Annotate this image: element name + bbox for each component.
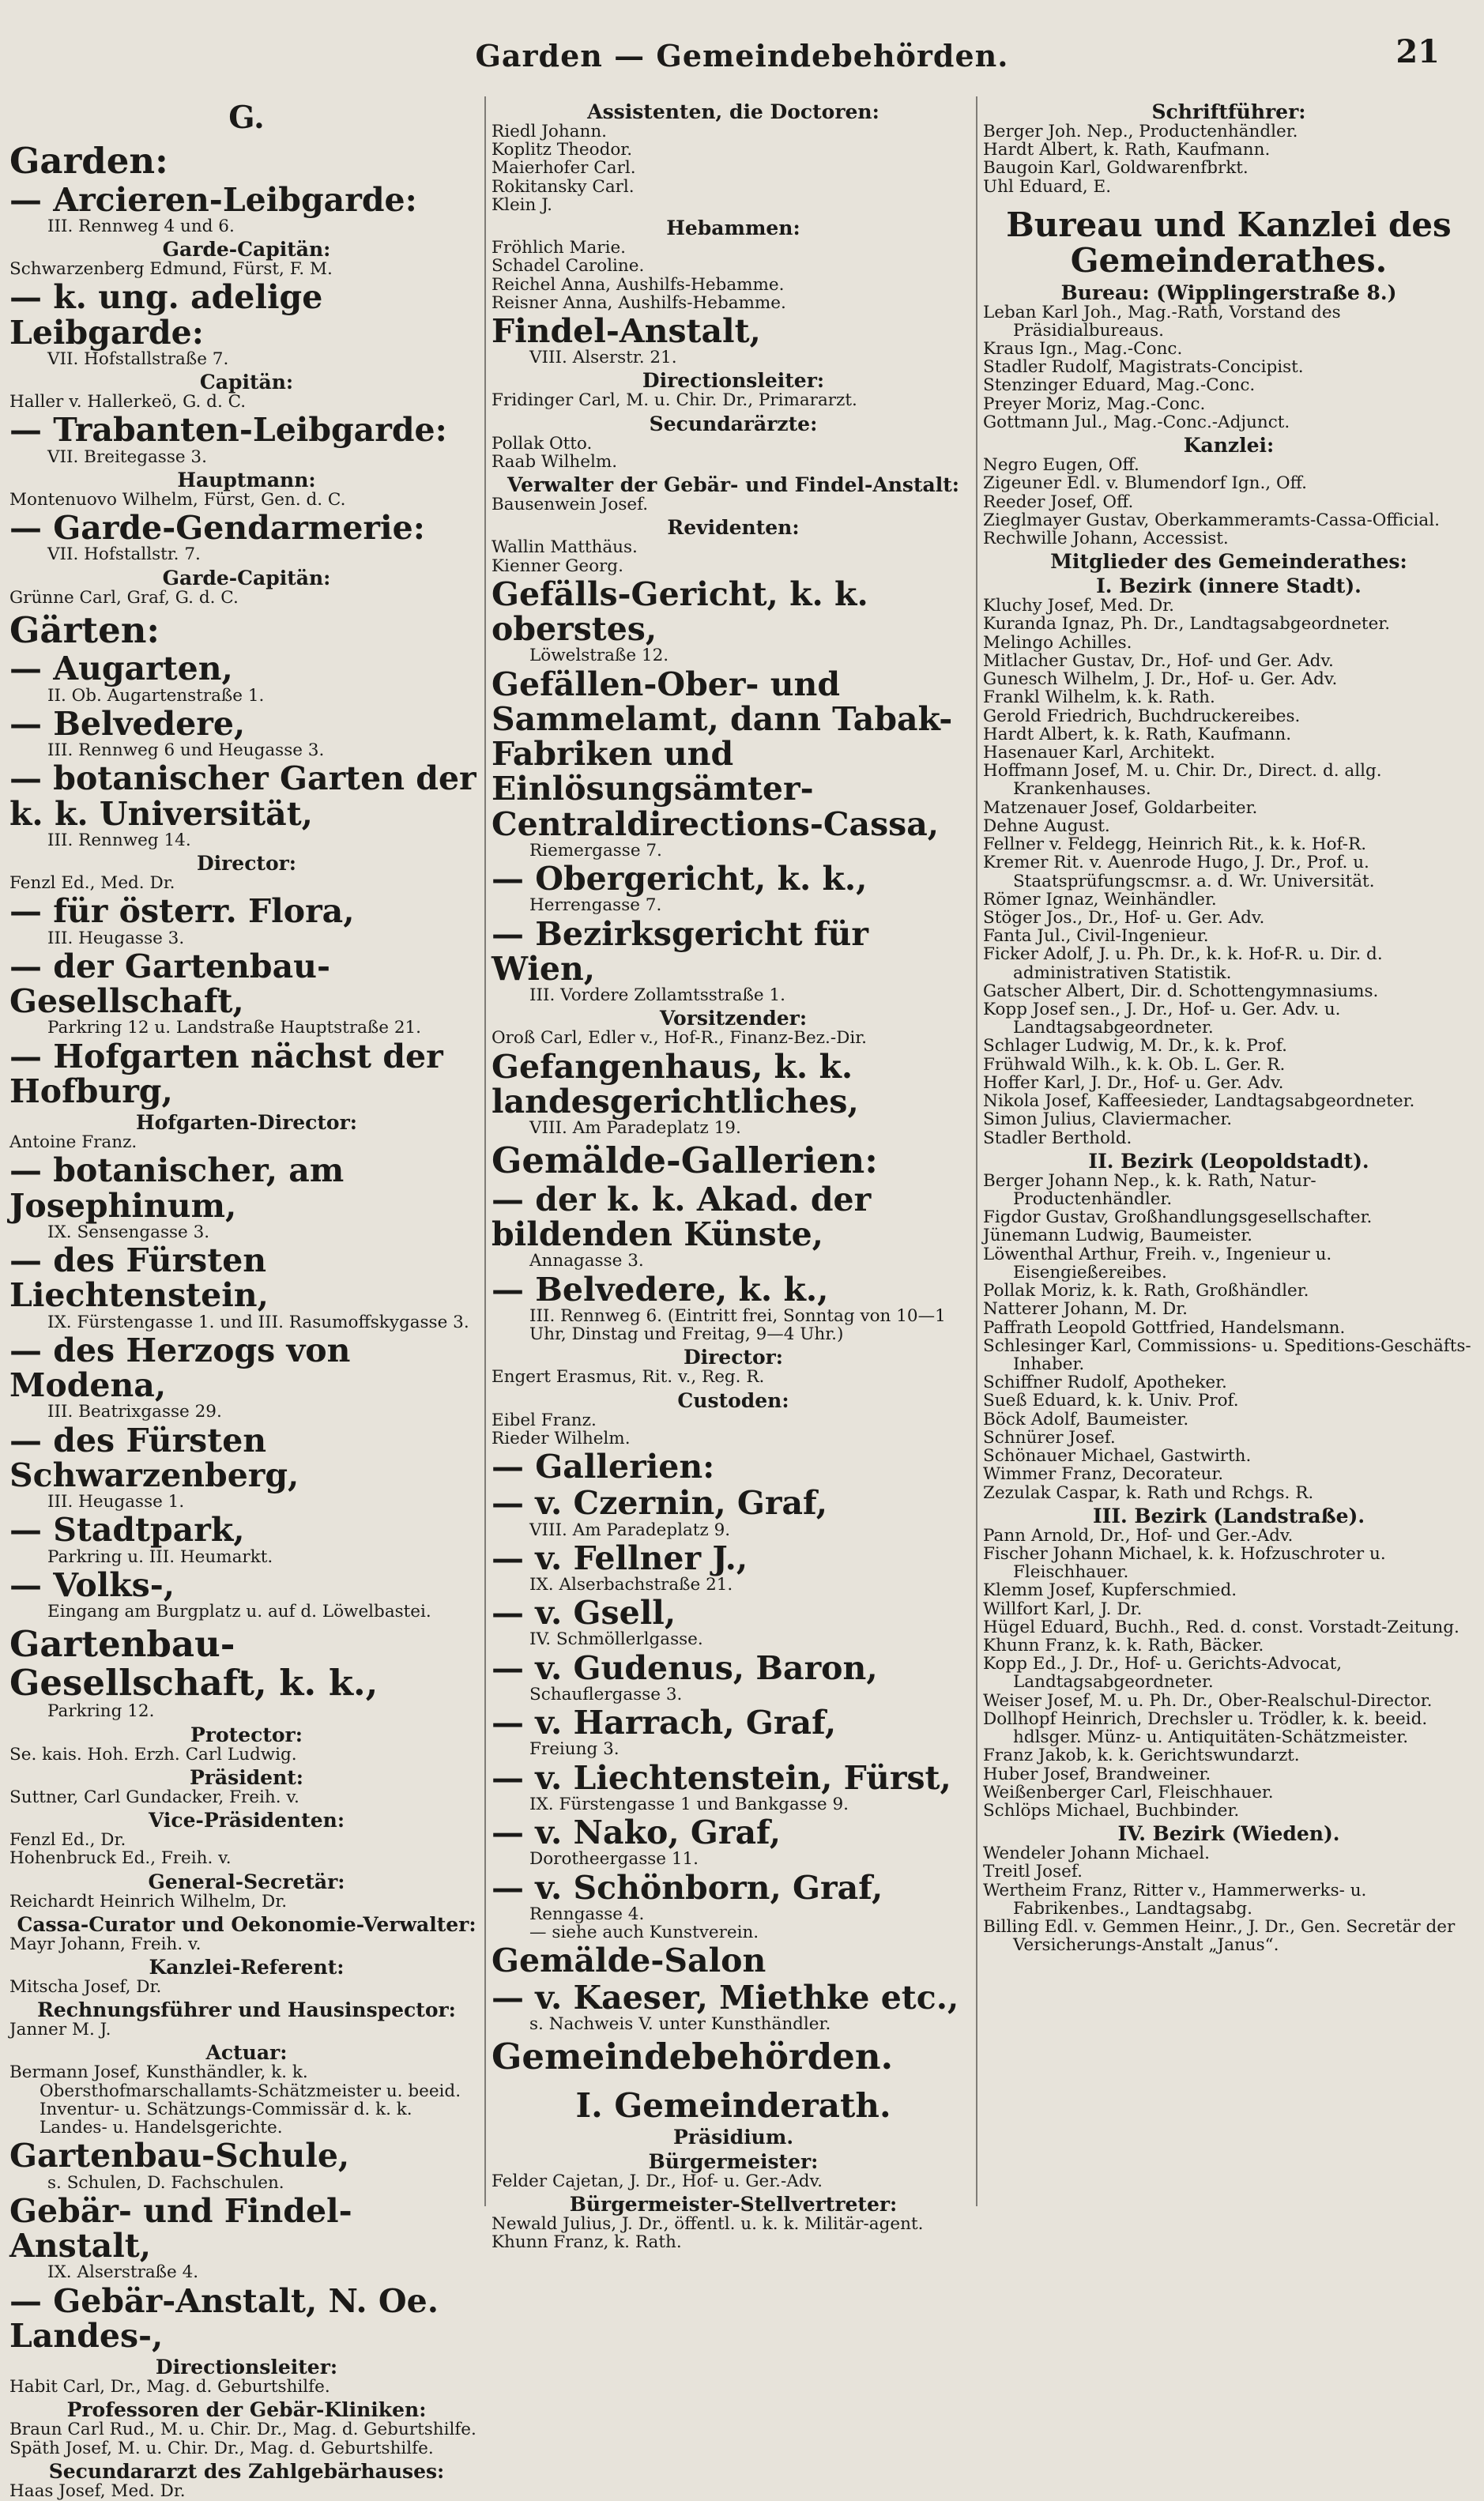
- address-line: Freiung 3.: [529, 1739, 620, 1760]
- person-entry: Schiffner Rudolf, Apotheker.: [983, 1373, 1227, 1393]
- person-entry: Mitlacher Gustav, Dr., Hof- und Ger. Adv.: [983, 650, 1334, 671]
- address-line: IX. Fürstengasse 1 und Bankgasse 9.: [529, 1794, 849, 1814]
- section-heading: Bureau und Kanzlei des Gemeinderathes.: [1006, 205, 1452, 281]
- role-label: Verwalter der Gebär- und Findel-Anstalt:: [507, 473, 960, 497]
- address-line: s. Schulen, D. Fachschulen.: [47, 2172, 284, 2193]
- person-entry: Newald Julius, J. Dr., öffentl. u. k. k. Militär-agent.: [492, 2214, 924, 2235]
- entry-heading: — v. Gsell,: [492, 1594, 676, 1633]
- person-entry: Leban Karl Joh., Mag.-Rath, Vorstand des Präsidialbureaus.: [983, 302, 1341, 341]
- entry-heading: — Augarten,: [9, 650, 233, 688]
- person-entry: Bausenwein Josef.: [492, 495, 649, 515]
- role-label: IV. Bezirk (Wieden).: [1117, 1822, 1340, 1846]
- person-entry: Reeder Josef, Off.: [983, 492, 1134, 512]
- person-entry: Jünemann Ludwig, Baumeister.: [983, 1226, 1252, 1246]
- person-entry: Pollak Moriz, k. k. Rath, Großhändler.: [983, 1281, 1309, 1301]
- entry-heading: — des Fürsten Schwarzenberg,: [9, 1421, 299, 1494]
- person-entry: Hardt Albert, k. k. Rath, Kaufmann.: [983, 724, 1292, 744]
- section-heading: Gemeindebehörden.: [492, 2036, 894, 2078]
- entry-heading: — Gallerien:: [492, 1447, 715, 1486]
- role-label: Präsident:: [189, 1765, 304, 1789]
- page-number: 21: [1395, 33, 1440, 70]
- entry-heading: — der k. k. Akad. der bildenden Künste,: [492, 1180, 872, 1254]
- entry-heading: — Belvedere, k. k.,: [492, 1270, 829, 1309]
- person-entry: Späth Josef, M. u. Chir. Dr., Mag. d. Geburtshilfe.: [9, 2438, 434, 2458]
- address-line: Parkring u. III. Heumarkt.: [47, 1546, 273, 1567]
- address-line: III. Heugasse 3.: [47, 928, 185, 948]
- role-label: Vorsitzender:: [659, 1007, 808, 1030]
- column-left: [9, 98, 484, 2501]
- address-line: Riemergasse 7.: [529, 840, 662, 861]
- entry-heading: — Volks-,: [9, 1565, 175, 1604]
- person-entry: Dehne August.: [983, 815, 1110, 836]
- section-heading: Garden:: [9, 140, 168, 183]
- address-line: VIII. Am Paradeplatz 19.: [529, 1118, 741, 1139]
- entry-heading: — k. ung. adelige Leibgarde:: [9, 278, 323, 352]
- address-line: VII. Hofstallstr. 7.: [47, 544, 201, 565]
- role-label: Directionsleiter:: [642, 369, 825, 393]
- address-line: VII. Hofstallstraße 7.: [47, 348, 229, 369]
- entry-heading: Gefällen-Ober- und Sammelamt, dann Tabak-Fabriken und Einlösungsämter-Centraldirections-Cassa,: [492, 665, 953, 843]
- person-entry: Montenuovo Wilhelm, Fürst, Gen. d. C.: [9, 489, 346, 510]
- entry-heading: — Gebär-Anstalt, N. Oe. Landes-,: [9, 2281, 439, 2355]
- person-entry: Bermann Josef, Kunsthändler, k. k. Obersthofmarschallamts-Schätzmeister u. beeid. Inventur- u. Schätzungs-Commissär d. k. k. Landes- u. Handelsgerichte.: [9, 2062, 461, 2138]
- person-entry: Reichardt Heinrich Wilhelm, Dr.: [9, 1891, 288, 1912]
- role-label: Kanzlei-Referent:: [149, 1955, 345, 1979]
- role-label: Protector:: [190, 1723, 303, 1746]
- entry-heading: Gartenbau-Schule,: [9, 2137, 350, 2175]
- address-line: III. Vordere Zollamtsstraße 1.: [529, 985, 785, 1006]
- person-entry: Hoffmann Josef, M. u. Chir. Dr., Direct. d. allg. Krankenhauses.: [983, 761, 1382, 800]
- role-label: Mitglieder des Gemeinderathes:: [1050, 550, 1407, 574]
- letter-heading: G.: [228, 100, 265, 136]
- person-entry: Grünne Carl, Graf, G. d. C.: [9, 587, 239, 608]
- section-heading: Gemälde-Gallerien:: [492, 1139, 878, 1182]
- address-line: III. Rennweg 14.: [47, 830, 191, 850]
- address-line: IX. Fürstengasse 1. und III. Rasumoffskygasse 3.: [47, 1312, 469, 1332]
- person-entry: Huber Josef, Brandweiner.: [983, 1764, 1211, 1784]
- person-entry: Maierhofer Carl.: [492, 158, 636, 179]
- person-entry: Hardt Albert, k. Rath, Kaufmann.: [983, 140, 1271, 160]
- role-label: Bürgermeister:: [648, 2150, 819, 2174]
- person-entry: Matzenauer Josef, Goldarbeiter.: [983, 797, 1258, 818]
- person-entry: Raab Wilhelm.: [492, 451, 618, 472]
- person-entry: Janner M. J.: [9, 2020, 111, 2040]
- role-label: Cassa-Curator und Oekonomie-Verwalter:: [17, 1912, 476, 1936]
- entry-heading: — Trabanten-Leibgarde:: [9, 411, 447, 450]
- person-entry: Böck Adolf, Baumeister.: [983, 1409, 1189, 1429]
- role-label: I. Bezirk (innere Stadt).: [1096, 574, 1362, 598]
- person-entry: Reisner Anna, Aushilfs-Hebamme.: [492, 292, 786, 313]
- person-entry: Fellner v. Feldegg, Heinrich Rit., k. k. Hof-R.: [983, 834, 1367, 855]
- person-entry: Treitl Josef.: [983, 1862, 1083, 1882]
- role-label: Capitän:: [199, 371, 294, 394]
- person-entry: Uhl Eduard, E.: [983, 176, 1112, 197]
- person-entry: Gunesch Wilhelm, J. Dr., Hof- u. Ger. Adv.: [983, 669, 1338, 690]
- person-entry: Preyer Moriz, Mag.-Conc.: [983, 394, 1206, 414]
- address-line: VIII. Alserstr. 21.: [529, 348, 677, 368]
- entry-heading: — v. Kaeser, Miethke etc.,: [492, 1978, 959, 2017]
- entry-heading: — botanischer Garten der k. k. Universität,: [9, 759, 476, 833]
- person-entry: Schlesinger Karl, Commissions- u. Speditions-Geschäfts-Inhaber.: [983, 1335, 1471, 1374]
- entry-heading: — v. Harrach, Graf,: [492, 1704, 837, 1742]
- person-entry: Mayr Johann, Freih. v.: [9, 1934, 202, 1954]
- person-entry: Römer Ignaz, Weinhändler.: [983, 889, 1217, 910]
- person-entry: Berger Joh. Nep., Productenhändler.: [983, 122, 1298, 141]
- address-line: Parkring 12 u. Landstraße Hauptstraße 21.: [47, 1018, 422, 1038]
- entry-heading: — Belvedere,: [9, 704, 246, 743]
- person-entry: Franz Jakob, k. k. Gerichtswundarzt.: [983, 1746, 1300, 1766]
- person-entry: Gerold Friedrich, Buchdruckereibes.: [983, 706, 1301, 726]
- person-entry: Khunn Franz, k. Rath.: [492, 2232, 682, 2253]
- person-entry: Hasenauer Karl, Architekt.: [983, 742, 1215, 763]
- role-label: III. Bezirk (Landstraße).: [1092, 1504, 1365, 1527]
- role-label: Director:: [683, 1346, 784, 1369]
- role-label: Garde-Capitän:: [162, 238, 331, 262]
- address-line: VII. Breitegasse 3.: [47, 446, 207, 467]
- role-label: Schriftführer:: [1151, 100, 1306, 123]
- entry-heading: Gefälls-Gericht, k. k. oberstes,: [492, 574, 868, 649]
- person-entry: Fröhlich Marie.: [492, 238, 627, 258]
- person-entry: Billing Edl. v. Gemmen Heinr., J. Dr., Gen. Secretär der Versicherungs-Anstalt „Janus“.: [983, 1917, 1456, 1956]
- address-line: Schauflergasse 3.: [529, 1684, 683, 1704]
- address-line: Annagasse 3.: [529, 1251, 644, 1271]
- column-middle: [492, 98, 975, 2253]
- person-entry: Haas Josef, Med. Dr.: [9, 2480, 186, 2501]
- person-entry: Rokitansky Carl.: [492, 176, 635, 197]
- person-entry: Pann Arnold, Dr., Hof- und Ger.-Adv.: [983, 1525, 1294, 1546]
- entry-heading: — Hofgarten nächst der Hofburg,: [9, 1037, 443, 1110]
- person-entry: Zezulak Caspar, k. Rath und Rchgs. R.: [983, 1482, 1314, 1503]
- person-entry: Gottmann Jul., Mag.-Conc.-Adjunct.: [983, 412, 1290, 432]
- address-line: IX. Alserbachstraße 21.: [529, 1574, 733, 1595]
- person-entry: Kremer Rit. v. Auenrode Hugo, J. Dr., Prof. u. Staatsprüfungscmsr. a. d. Wr. Universität.: [983, 853, 1375, 891]
- address-line: Eingang am Burgplatz u. auf d. Löwelbastei.: [47, 1602, 431, 1622]
- entry-heading: — des Herzogs von Modena,: [9, 1331, 351, 1405]
- person-entry: Braun Carl Rud., M. u. Chir. Dr., Mag. d. Geburtshilfe.: [9, 2420, 476, 2440]
- person-entry: Löwenthal Arthur, Freih. v., Ingenieur u. Eisengießereibes.: [983, 1244, 1332, 1283]
- section-heading: I. Gemeinderath.: [575, 2085, 891, 2125]
- person-entry: Gatscher Albert, Dir. d. Schottengymnasiums.: [983, 981, 1379, 1001]
- person-entry: Baugoin Karl, Goldwarenfbrkt.: [983, 158, 1249, 179]
- person-entry: Felder Cajetan, J. Dr., Hof- u. Ger.-Adv.: [492, 2171, 823, 2192]
- person-entry: Weiser Josef, M. u. Ph. Dr., Ober-Realschul-Director.: [983, 1690, 1433, 1711]
- section-heading: Gartenbau-Gesellschaft, k. k.,: [9, 1623, 379, 1704]
- role-label: Revidenten:: [667, 516, 800, 540]
- entry-heading: — des Fürsten Liechtenstein,: [9, 1241, 269, 1315]
- person-entry: Dollhopf Heinrich, Drechsler u. Trödler, k. k. beeid. hdlsger. Münz- u. Antiquitäten-Schätzmeister.: [983, 1708, 1428, 1748]
- person-entry: Willfort Karl, J. Dr.: [983, 1599, 1143, 1619]
- person-entry: Kuranda Ignaz, Ph. Dr., Landtagsabgeordneter.: [983, 614, 1391, 635]
- person-entry: Berger Johann Nep., k. k. Rath, Natur-Productenhändler.: [983, 1170, 1316, 1209]
- column-rule: [976, 96, 977, 2206]
- person-entry: Sueß Eduard, k. k. Univ. Prof.: [983, 1391, 1239, 1411]
- entry-heading: Gebär- und Findel-Anstalt,: [9, 2191, 352, 2266]
- entry-heading: — Obergericht, k. k.,: [492, 860, 868, 898]
- person-entry: Kraus Ign., Mag.-Conc.: [983, 339, 1183, 360]
- person-entry: Wimmer Franz, Decorateur.: [983, 1464, 1224, 1485]
- role-label: Bureau: (Wipplingerstraße 8.): [1060, 281, 1397, 304]
- person-entry: Zieglmayer Gustav, Oberkammeramts-Cassa-Official.: [983, 510, 1440, 530]
- person-entry: Fischer Johann Michael, k. k. Hofzuschroter u. Fleischhauer.: [983, 1543, 1386, 1583]
- person-entry: Hohenbruck Ed., Freih. v.: [9, 1848, 232, 1869]
- entry-heading: Gemälde-Salon: [492, 1942, 766, 1980]
- person-entry: Kluchy Josef, Med. Dr.: [983, 596, 1174, 616]
- person-entry: Hügel Eduard, Buchh., Red. d. const. Vorstadt-Zeitung.: [983, 1617, 1460, 1637]
- address-line: IX. Sensengasse 3.: [47, 1222, 210, 1242]
- person-entry: Fenzl Ed., Med. Dr.: [9, 873, 175, 894]
- entry-heading: — v. Fellner J.,: [492, 1539, 748, 1577]
- role-label: II. Bezirk (Leopoldstadt).: [1088, 1149, 1369, 1173]
- entry-heading: — v. Schönborn, Graf,: [492, 1868, 883, 1907]
- person-entry: Schönauer Michael, Gastwirth.: [983, 1446, 1252, 1467]
- person-entry: Engert Erasmus, Rit. v., Reg. R.: [492, 1367, 765, 1388]
- page-header: [0, 30, 1484, 74]
- person-entry: Haller v. Hallerkeö, G. d. C.: [9, 392, 247, 412]
- person-entry: Koplitz Theodor.: [492, 140, 633, 160]
- running-title: Garden — Gemeindebehörden.: [475, 38, 1009, 73]
- role-label: Vice-Präsidenten:: [148, 1809, 345, 1832]
- person-entry: Khunn Franz, k. k. Rath, Bäcker.: [983, 1636, 1264, 1656]
- entry-heading: Findel-Anstalt,: [492, 311, 761, 350]
- entry-heading: — v. Czernin, Graf,: [492, 1484, 828, 1523]
- role-label: Assistenten, die Doctoren:: [587, 100, 879, 123]
- person-entry: Wendeler Johann Michael.: [983, 1844, 1210, 1864]
- role-label: Actuar:: [205, 2041, 288, 2065]
- entry-heading: — botanischer, am Josephinum,: [9, 1151, 345, 1225]
- person-entry: Schlager Ludwig, M. Dr., k. k. Prof.: [983, 1036, 1287, 1057]
- address-line: Renngasse 4.: [529, 1904, 645, 1924]
- address-line: II. Ob. Augartenstraße 1.: [47, 685, 265, 706]
- role-label: Hauptmann:: [177, 468, 316, 492]
- person-entry: Stöger Jos., Dr., Hof- u. Ger. Adv.: [983, 907, 1265, 928]
- address-line: VIII. Am Paradeplatz 9.: [529, 1520, 731, 1540]
- role-label: Hofgarten-Director:: [135, 1111, 357, 1135]
- entry-heading: — für österr. Flora,: [9, 892, 355, 931]
- role-label: Secundarärzte:: [649, 412, 818, 435]
- person-entry: Fenzl Ed., Dr.: [9, 1830, 126, 1851]
- entry-heading: — Arcieren-Leibgarde:: [9, 180, 417, 219]
- person-entry: Stenzinger Eduard, Mag.-Conc.: [983, 375, 1256, 396]
- column-rule: [484, 96, 486, 2206]
- person-entry: Frankl Wilhelm, k. k. Rath.: [983, 687, 1215, 708]
- person-entry: Stadler Rudolf, Magistrats-Concipist.: [983, 357, 1304, 378]
- person-entry: Fanta Jul., Civil-Ingenieur.: [983, 926, 1209, 947]
- column-right: [983, 98, 1475, 2216]
- role-label: Präsidium.: [672, 2126, 794, 2149]
- person-entry: Antoine Franz.: [9, 1132, 137, 1153]
- person-entry: Ficker Adolf, J. u. Ph. Dr., k. k. Hof-R. u. Dir. d. administrativen Statistik.: [983, 944, 1383, 983]
- role-label: Directionsleiter:: [155, 2356, 338, 2379]
- role-label: General-Secretär:: [148, 1870, 345, 1893]
- person-entry: Eibel Franz.: [492, 1410, 597, 1430]
- person-entry: Se. kais. Hoh. Erzh. Carl Ludwig.: [9, 1744, 297, 1765]
- person-entry: Paffrath Leopold Gottfried, Handelsmann.: [983, 1317, 1346, 1338]
- address-line: III. Beatrixgasse 29.: [47, 1402, 222, 1422]
- person-entry: Kopp Ed., J. Dr., Hof- u. Gerichts-Advocat, Landtagsabgeordneter.: [983, 1654, 1343, 1693]
- entry-heading: Gefangenhaus, k. k. landesgerichtliches,: [492, 1047, 859, 1121]
- person-entry: Hoffer Karl, J. Dr., Hof- u. Ger. Adv.: [983, 1072, 1284, 1093]
- entry-heading: — Stadtpark,: [9, 1511, 245, 1550]
- person-entry: Schnürer Josef.: [983, 1427, 1116, 1448]
- person-entry: Kienner Georg.: [492, 556, 623, 576]
- address-line: IX. Alserstraße 4.: [47, 2262, 199, 2283]
- address-line: Parkring 12.: [47, 1701, 155, 1722]
- role-label: Hebammen:: [666, 217, 800, 240]
- person-entry: Suttner, Carl Gundacker, Freih. v.: [9, 1787, 299, 1807]
- person-entry: Weißenberger Carl, Fleischhauer.: [983, 1782, 1274, 1802]
- person-entry: Rechwille Johann, Accessist.: [983, 529, 1229, 548]
- person-entry: Reichel Anna, Aushilfs-Hebamme.: [492, 274, 785, 295]
- role-label: Kanzlei:: [1183, 434, 1275, 458]
- address-line: III. Rennweg 6 und Heugasse 3.: [47, 740, 325, 761]
- role-label: Rechnungsführer und Hausinspector:: [37, 1998, 456, 2022]
- person-entry: Wallin Matthäus.: [492, 537, 638, 558]
- person-entry: Mitscha Josef, Dr.: [9, 1976, 162, 1997]
- person-entry: Pollak Otto.: [492, 433, 593, 454]
- entry-heading: — v. Nako, Graf,: [492, 1814, 782, 1852]
- person-entry: Melingo Achilles.: [983, 632, 1132, 653]
- entry-heading: — Bezirksgericht für Wien,: [492, 914, 868, 988]
- person-entry: Rieder Wilhelm.: [492, 1428, 631, 1448]
- role-label: Secundararzt des Zahlgebärhauses:: [48, 2459, 445, 2483]
- entry-heading: — v. Gudenus, Baron,: [492, 1648, 878, 1687]
- person-entry: Riedl Johann.: [492, 122, 608, 141]
- address-line: — siehe auch Kunstverein.: [529, 1923, 759, 1943]
- person-entry: Schwarzenberg Edmund, Fürst, F. M.: [9, 259, 333, 280]
- address-line: Löwelstraße 12.: [529, 646, 669, 666]
- person-entry: Nikola Josef, Kaffeesieder, Landtagsabgeordneter.: [983, 1091, 1415, 1112]
- address-line: III. Heugasse 1.: [47, 1492, 185, 1512]
- person-entry: Kopp Josef sen., J. Dr., Hof- u. Ger. Adv. u. Landtagsabgeordneter.: [983, 1000, 1341, 1038]
- entry-heading: — der Gartenbau-Gesellschaft,: [9, 947, 330, 1021]
- address-line: Herrengasse 7.: [529, 895, 662, 916]
- section-heading: Gärten:: [9, 608, 160, 651]
- address-line: III. Rennweg 6. (Eintritt frei, Sonntag von 10—1 Uhr, Dinstag und Freitag, 9—4 Uhr.): [529, 1305, 946, 1345]
- role-label: Custoden:: [677, 1388, 789, 1412]
- person-entry: Figdor Gustav, Großhandlungsgesellschafter.: [983, 1207, 1373, 1228]
- person-entry: Wertheim Franz, Ritter v., Hammerwerks- u. Fabrikenbes., Landtagsabg.: [983, 1880, 1367, 1919]
- person-entry: Stadler Berthold.: [983, 1128, 1132, 1148]
- person-entry: Oroß Carl, Edler v., Hof-R., Finanz-Bez.-Dir.: [492, 1028, 867, 1049]
- person-entry: Negro Eugen, Off.: [983, 455, 1139, 476]
- address-line: Dorotheergasse 11.: [529, 1849, 699, 1870]
- person-entry: Klemm Josef, Kupferschmied.: [983, 1580, 1237, 1601]
- person-entry: Habit Carl, Dr., Mag. d. Geburtshilfe.: [9, 2377, 330, 2397]
- person-entry: Natterer Johann, M. Dr.: [983, 1299, 1188, 1320]
- person-entry: Schlöps Michael, Buchbinder.: [983, 1801, 1240, 1821]
- role-label: Director:: [196, 852, 297, 876]
- person-entry: Klein J.: [492, 194, 553, 215]
- person-entry: Simon Julius, Claviermacher.: [983, 1109, 1233, 1130]
- address-line: III. Rennweg 4 und 6.: [47, 216, 235, 236]
- address-line: s. Nachweis V. unter Kunsthändler.: [529, 2013, 831, 2034]
- person-entry: Zigeuner Edl. v. Blumendorf Ign., Off.: [983, 473, 1307, 494]
- person-entry: Frühwald Wilh., k. k. Ob. L. Ger. R.: [983, 1054, 1286, 1075]
- address-line: IV. Schmöllerlgasse.: [529, 1629, 703, 1650]
- person-entry: Schadel Caroline.: [492, 256, 645, 277]
- person-entry: Fridinger Carl, M. u. Chir. Dr., Primararzt.: [492, 390, 857, 411]
- role-label: Garde-Capitän:: [162, 566, 331, 589]
- role-label: Bürgermeister-Stellvertreter:: [569, 2193, 898, 2217]
- entry-heading: — v. Liechtenstein, Fürst,: [492, 1758, 951, 1797]
- entry-heading: — Garde-Gendarmerie:: [9, 509, 425, 548]
- role-label: Professoren der Gebär-Kliniken:: [66, 2398, 427, 2422]
